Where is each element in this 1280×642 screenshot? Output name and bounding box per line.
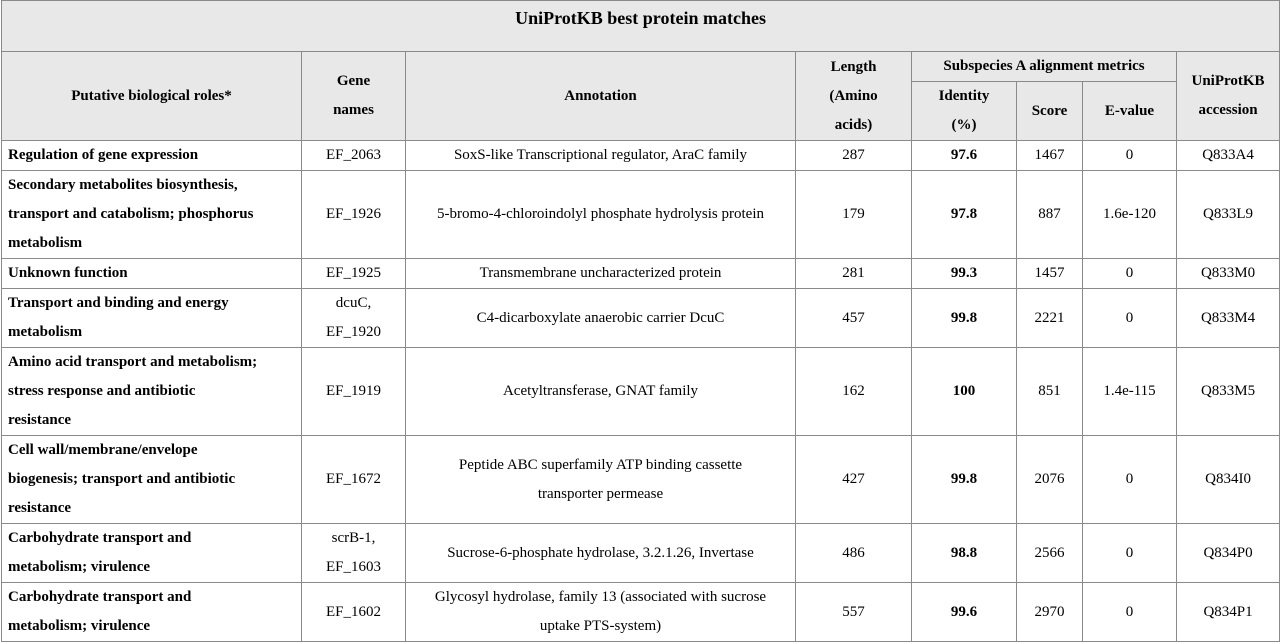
cell-gene-names: scrB-1, EF_1603	[302, 524, 406, 583]
cell-identity: 97.6	[912, 141, 1017, 171]
cell-identity: 98.8	[912, 524, 1017, 583]
cell-gene-names: EF_1925	[302, 259, 406, 289]
cell-biological-role: Carbohydrate transport and metabolism; virulence	[2, 524, 302, 583]
cell-annotation: SoxS-like Transcriptional regulator, AraC family	[406, 141, 796, 171]
cell-score: 2566	[1017, 524, 1083, 583]
cell-identity: 99.3	[912, 259, 1017, 289]
cell-biological-role: Unknown function	[2, 259, 302, 289]
cell-accession: Q833A4	[1177, 141, 1280, 171]
header-score: Score	[1017, 82, 1083, 141]
cell-identity: 99.8	[912, 289, 1017, 348]
cell-evalue: 0	[1083, 259, 1177, 289]
cell-evalue: 0	[1083, 524, 1177, 583]
cell-length: 486	[796, 524, 912, 583]
cell-length: 162	[796, 348, 912, 436]
cell-accession: Q834P1	[1177, 583, 1280, 642]
header-gene-names: Gene names	[302, 52, 406, 141]
cell-gene-names: dcuC, EF_1920	[302, 289, 406, 348]
cell-evalue: 0	[1083, 289, 1177, 348]
table-row	[2, 583, 1280, 642]
table-row	[2, 524, 1280, 583]
header-alignment-metrics: Subspecies A alignment metrics	[912, 52, 1177, 82]
cell-gene-names: EF_1672	[302, 436, 406, 524]
table-row	[2, 141, 1280, 171]
header-annotation: Annotation	[406, 52, 796, 141]
cell-biological-role: Cell wall/membrane/envelope biogenesis; transport and antibiotic resistance	[2, 436, 302, 524]
protein-matches-table	[1, 0, 1280, 642]
cell-identity: 97.8	[912, 171, 1017, 259]
table-row	[2, 259, 1280, 289]
cell-accession: Q833L9	[1177, 171, 1280, 259]
cell-length: 281	[796, 259, 912, 289]
cell-biological-role: Transport and binding and energy metabolism	[2, 289, 302, 348]
header-identity: Identity (%)	[912, 82, 1017, 141]
cell-accession: Q833M0	[1177, 259, 1280, 289]
cell-identity: 99.8	[912, 436, 1017, 524]
table-row	[2, 289, 1280, 348]
cell-length: 287	[796, 141, 912, 171]
cell-score: 887	[1017, 171, 1083, 259]
table-title: UniProtKB best protein matches	[2, 1, 1280, 52]
header-length: Length (Amino acids)	[796, 52, 912, 141]
cell-biological-role: Regulation of gene expression	[2, 141, 302, 171]
cell-gene-names: EF_2063	[302, 141, 406, 171]
cell-accession: Q834P0	[1177, 524, 1280, 583]
cell-gene-names: EF_1602	[302, 583, 406, 642]
cell-accession: Q833M4	[1177, 289, 1280, 348]
cell-gene-names: EF_1919	[302, 348, 406, 436]
cell-identity: 99.6	[912, 583, 1017, 642]
table-body	[2, 141, 1280, 642]
cell-identity: 100	[912, 348, 1017, 436]
cell-annotation: 5-bromo-4-chloroindolyl phosphate hydrolysis protein	[406, 171, 796, 259]
cell-accession: Q834I0	[1177, 436, 1280, 524]
cell-evalue: 1.4e-115	[1083, 348, 1177, 436]
cell-score: 1457	[1017, 259, 1083, 289]
cell-annotation: Peptide ABC superfamily ATP binding cassette transporter permease	[406, 436, 796, 524]
cell-biological-role: Carbohydrate transport and metabolism; virulence	[2, 583, 302, 642]
cell-evalue: 0	[1083, 141, 1177, 171]
cell-annotation: C4-dicarboxylate anaerobic carrier DcuC	[406, 289, 796, 348]
cell-biological-role: Secondary metabolites biosynthesis, transport and catabolism; phosphorus metabolism	[2, 171, 302, 259]
cell-score: 851	[1017, 348, 1083, 436]
cell-annotation: Sucrose-6-phosphate hydrolase, 3.2.1.26, Invertase	[406, 524, 796, 583]
cell-annotation: Transmembrane uncharacterized protein	[406, 259, 796, 289]
cell-evalue: 0	[1083, 436, 1177, 524]
cell-evalue: 1.6e-120	[1083, 171, 1177, 259]
cell-score: 2221	[1017, 289, 1083, 348]
header-evalue: E-value	[1083, 82, 1177, 141]
cell-annotation: Glycosyl hydrolase, family 13 (associated with sucrose uptake PTS-system)	[406, 583, 796, 642]
cell-biological-role: Amino acid transport and metabolism; stress response and antibiotic resistance	[2, 348, 302, 436]
table-row	[2, 436, 1280, 524]
cell-length: 457	[796, 289, 912, 348]
cell-evalue: 0	[1083, 583, 1177, 642]
table-row	[2, 171, 1280, 259]
cell-score: 2076	[1017, 436, 1083, 524]
cell-score: 1467	[1017, 141, 1083, 171]
header-roles: Putative biological roles*	[2, 52, 302, 141]
cell-length: 427	[796, 436, 912, 524]
cell-length: 557	[796, 583, 912, 642]
table-row	[2, 348, 1280, 436]
cell-annotation: Acetyltransferase, GNAT family	[406, 348, 796, 436]
header-accession: UniProtKB accession	[1177, 52, 1280, 141]
cell-length: 179	[796, 171, 912, 259]
cell-score: 2970	[1017, 583, 1083, 642]
cell-gene-names: EF_1926	[302, 171, 406, 259]
cell-accession: Q833M5	[1177, 348, 1280, 436]
